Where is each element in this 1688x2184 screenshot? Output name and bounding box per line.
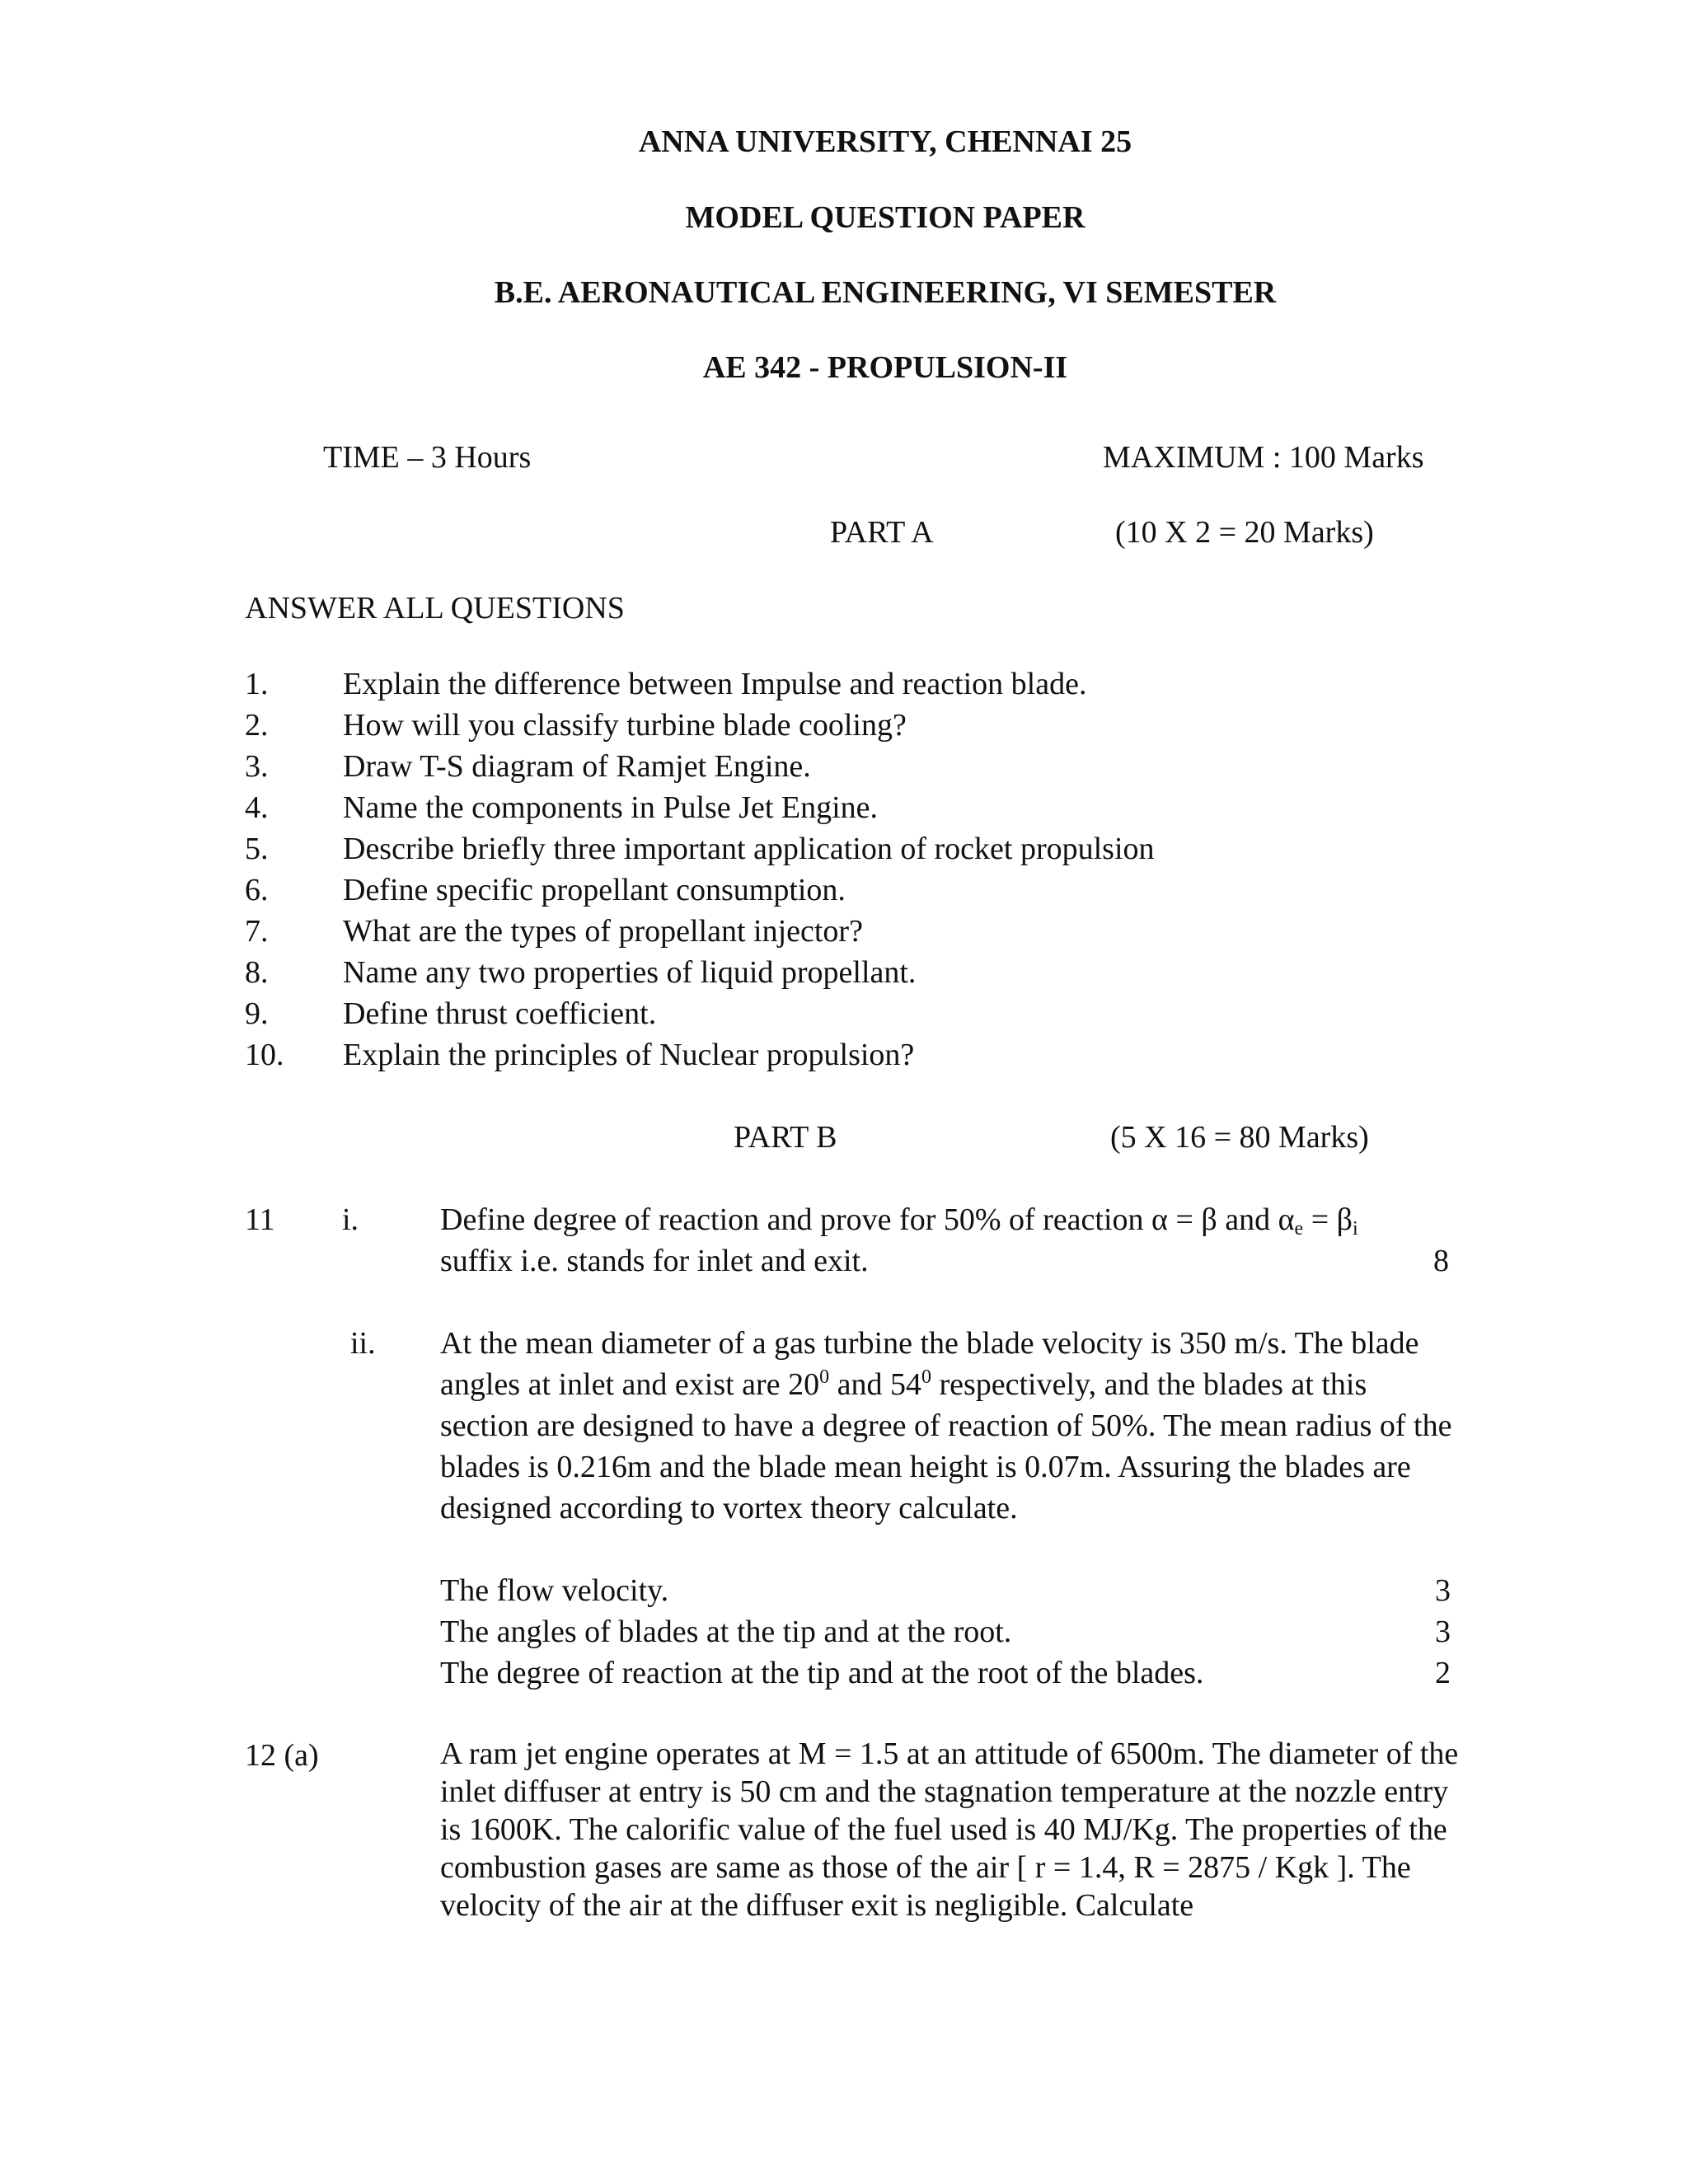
item-text: The degree of reaction at the tip and at the root of the blades. <box>440 1656 1204 1690</box>
part-b-title: PART B <box>734 1120 837 1155</box>
subscript: e <box>1294 1218 1304 1240</box>
q12-line: velocity of the air at the diffuser exit is negligible. Calculate <box>440 1888 1194 1923</box>
question-text: Define thrust coefficient. <box>343 996 657 1031</box>
superscript: 0 <box>921 1366 931 1388</box>
q12-line: inlet diffuser at entry is 50 cm and the stagnation temperature at the nozzle entry <box>440 1774 1449 1809</box>
q12-line: combustion gases are same as those of the air [ r = 1.4, R = 2875 / Kgk ]. The <box>440 1850 1411 1885</box>
exam-maximum: MAXIMUM : 100 Marks <box>1103 440 1424 475</box>
beta-symbol: β <box>1336 1202 1353 1237</box>
conjunction: and <box>1217 1202 1278 1237</box>
part-b-marks: (5 X 16 = 80 Marks) <box>1110 1120 1369 1155</box>
university-title: ANNA UNIVERSITY, CHENNAI 25 <box>638 124 1132 159</box>
question-text: Define specific propellant consumption. <box>343 873 846 907</box>
superscript: 0 <box>819 1366 830 1388</box>
marks-value: 3 <box>1435 1615 1451 1649</box>
q12-line: is 1600K. The calorific value of the fuel used is 40 MJ/Kg. The properties of the <box>440 1812 1447 1847</box>
question-text: Describe briefly three important application of rocket propulsion <box>343 832 1155 866</box>
question-text: How will you classify turbine blade cooling? <box>343 708 907 743</box>
question-number: 8. <box>245 955 269 990</box>
question-text: Draw T-S diagram of Ramjet Engine. <box>343 749 811 784</box>
exam-time: TIME – 3 Hours <box>323 440 532 475</box>
subquestion-label: ii. <box>350 1326 376 1361</box>
q11-i-text-part: Define degree of reaction and prove for 50% of reaction <box>440 1202 1152 1237</box>
course-title: AE 342 - PROPULSION-II <box>702 350 1068 385</box>
q12-line: A ram jet engine operates at M = 1.5 at an attitude of 6500m. The diameter of the <box>440 1736 1459 1771</box>
question-text: What are the types of propellant injector? <box>343 914 863 949</box>
equals-sign: = <box>1303 1202 1337 1237</box>
question-text: Name any two properties of liquid propellant. <box>343 955 917 990</box>
question-number: 1. <box>245 667 269 701</box>
q11-ii-line: designed according to vortex theory calculate. <box>440 1491 1018 1526</box>
q11-ii-line: respectively, and the blades at this <box>931 1367 1367 1402</box>
part-a-marks: (10 X 2 = 20 Marks) <box>1115 515 1374 550</box>
paper-type: MODEL QUESTION PAPER <box>685 200 1085 235</box>
part-a-instruction: ANSWER ALL QUESTIONS <box>245 591 625 626</box>
question-number: 9. <box>245 996 269 1031</box>
q11-ii-line: section are designed to have a degree of reaction of 50%. The mean radius of the <box>440 1408 1452 1443</box>
subquestion-label: i. <box>342 1202 359 1237</box>
alpha-symbol: α <box>1151 1202 1168 1237</box>
q11-i-text <box>440 1199 1358 1282</box>
item-text: The angles of blades at the tip and at the root. <box>440 1615 1012 1649</box>
question-number: 3. <box>245 749 269 784</box>
alpha-symbol: α <box>1278 1202 1295 1237</box>
q11-i-text-line2: suffix i.e. stands for inlet and exit. <box>440 1244 869 1278</box>
beta-symbol: β <box>1201 1202 1217 1237</box>
question-number: 6. <box>245 873 269 907</box>
question-number: 7. <box>245 914 269 949</box>
q11-ii-text <box>440 1323 1451 1529</box>
equals-sign: = <box>1167 1202 1202 1237</box>
question-text: Explain the principles of Nuclear propulsion? <box>343 1038 915 1072</box>
q12-text <box>440 1735 1458 1924</box>
q11-ii-line: blades is 0.216m and the blade mean height is 0.07m. Assuring the blades are <box>440 1450 1411 1484</box>
q11-ii-line: angles at inlet and exist are 20 <box>440 1367 820 1402</box>
item-text: The flow velocity. <box>440 1573 669 1608</box>
q11-ii-line: and 54 <box>829 1367 921 1402</box>
marks-value: 2 <box>1435 1656 1451 1690</box>
part-a-title: PART A <box>830 515 934 550</box>
q11-ii-line: At the mean diameter of a gas turbine the blade velocity is 350 m/s. The blade <box>440 1326 1419 1361</box>
question-number: 4. <box>245 790 269 825</box>
question-text: Explain the difference between Impulse and reaction blade. <box>343 667 1087 701</box>
marks-value: 3 <box>1435 1573 1451 1608</box>
question-number: 5. <box>245 832 269 866</box>
question-text: Name the components in Pulse Jet Engine. <box>343 790 879 825</box>
question-number: 2. <box>245 708 269 743</box>
question-number: 11 <box>245 1202 275 1237</box>
subscript: i <box>1352 1218 1358 1240</box>
question-number: 12 (a) <box>245 1738 319 1773</box>
programme: B.E. AERONAUTICAL ENGINEERING, VI SEMESTER <box>494 275 1277 310</box>
question-number: 10. <box>245 1038 284 1072</box>
marks-value: 8 <box>1433 1244 1449 1278</box>
